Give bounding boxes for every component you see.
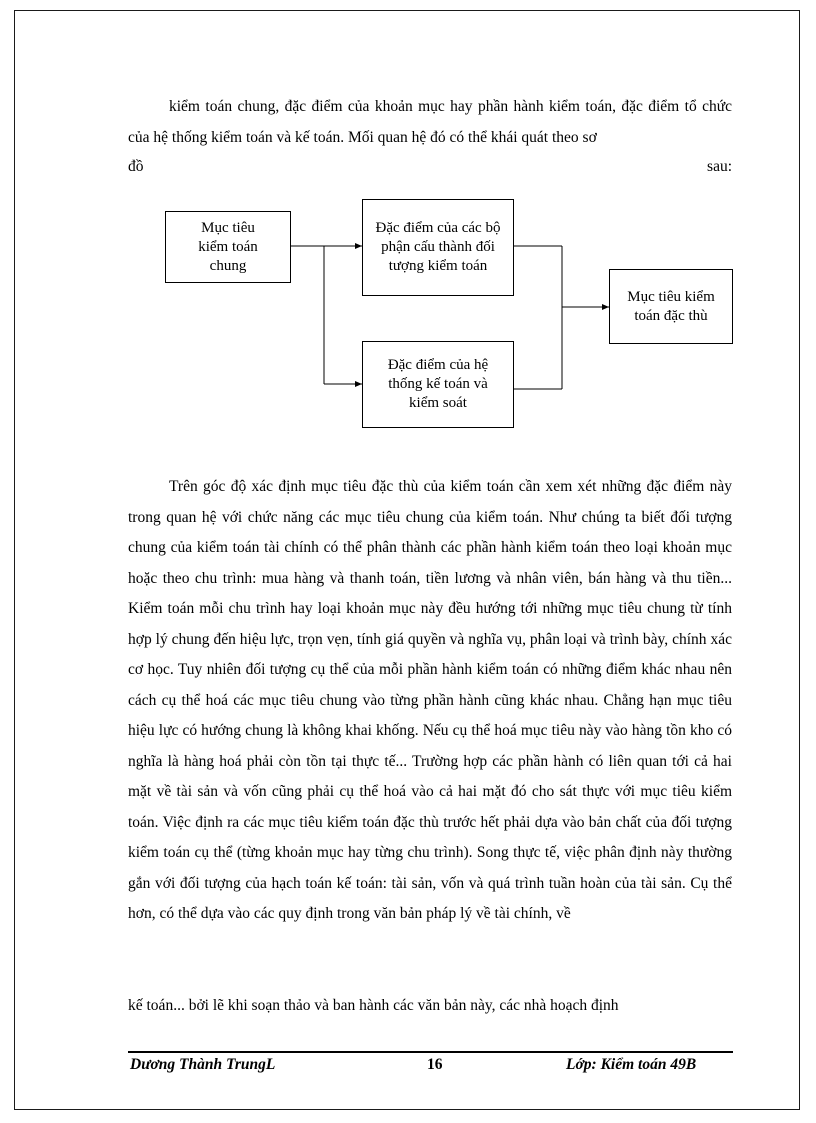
body-paragraph: Trên góc độ xác định mục tiêu đặc thù của kiểm toán cần xem xét những đặc điểm này trong quan hệ với chức năng các mục tiêu chung của kiểm toán. Như chúng ta biết đối tượng chung của kiểm toán tài chính có thể phân thành các phần hành kiểm toán theo loại khoản mục hoặc theo chu trình: mua hàng và thanh toán, tiền lương và nhân viên, bán hàng và thu tiền... Kiểm toán mỗi chu trình hay loại khoản mục này đều hướng tới những mục tiêu chung từ tính hợp lý chung đến hiệu lực, trọn vẹn, tính giá quyền và nghĩa vụ, phân loại và trình bày, chính xác cơ học. Tuy nhiên đối tượng cụ thể của mỗi phần hành kiểm toán có những điểm khác nhau nên cách cụ thể hoá các mục tiêu chung vào từng phần hành cũng khác nhau. Chẳng hạn mục tiêu hiệu lực có hướng chung là không khai khống. Nếu cụ thể hoá mục tiêu này vào hàng tồn kho có nghĩa là hàng hoá phải còn tồn tại thực tế... Trường hợp các phần hành có liên quan tới cả hai mặt về tài sản và vốn cũng phải cụ thể hoá vào cả hai mặt đó cho sát thực với mục tiêu kiểm toán. Việc định ra các mục tiêu kiểm toán đặc thù trước hết phải dựa vào bản chất của đối tượng kiểm toán cụ thể (từng khoản mục hay từng chu trình). Song thực tế, việc phân định này thường gắn với đối tượng của hạch toán kế toán: tài sản, vốn và quá trình tuần hoàn của tài sản. Cụ thể hơn, có thể dựa vào các quy định trong văn bản pháp lý về tài chính, về: [128, 478, 732, 922]
box-specific-audit-objective: Mục tiêu kiểm toán đặc thù: [609, 269, 733, 344]
footer-rule: [128, 1051, 733, 1053]
body-last-line: kế toán... bởi lẽ khi soạn thảo và ban hành các văn bản này, các nhà hoạch định: [128, 997, 619, 1014]
intro-paragraph: kiểm toán chung, đặc điểm của khoản mục hay phần hành kiểm toán, đặc điểm tổ chức của hệ thống kiểm toán và kế toán. Mối quan hệ đó có thể khái quát theo sơ: [128, 98, 732, 146]
footer-class: Lớp: Kiểm toán 49B: [566, 1056, 697, 1073]
footer-page-number: 16: [427, 1056, 443, 1073]
intro-last-right: sau:: [707, 158, 732, 175]
box-accounting-control-system: Đặc điểm của hệ thống kế toán và kiểm soát: [362, 341, 514, 428]
intro-last-left: đồ: [128, 158, 144, 175]
box-object-components: Đặc điểm của các bộ phận cấu thành đối tượng kiểm toán: [362, 199, 514, 296]
footer-author: Dương Thành TrungL: [130, 1056, 276, 1073]
box-general-audit-objective: Mục tiêu kiểm toán chung: [165, 211, 291, 283]
